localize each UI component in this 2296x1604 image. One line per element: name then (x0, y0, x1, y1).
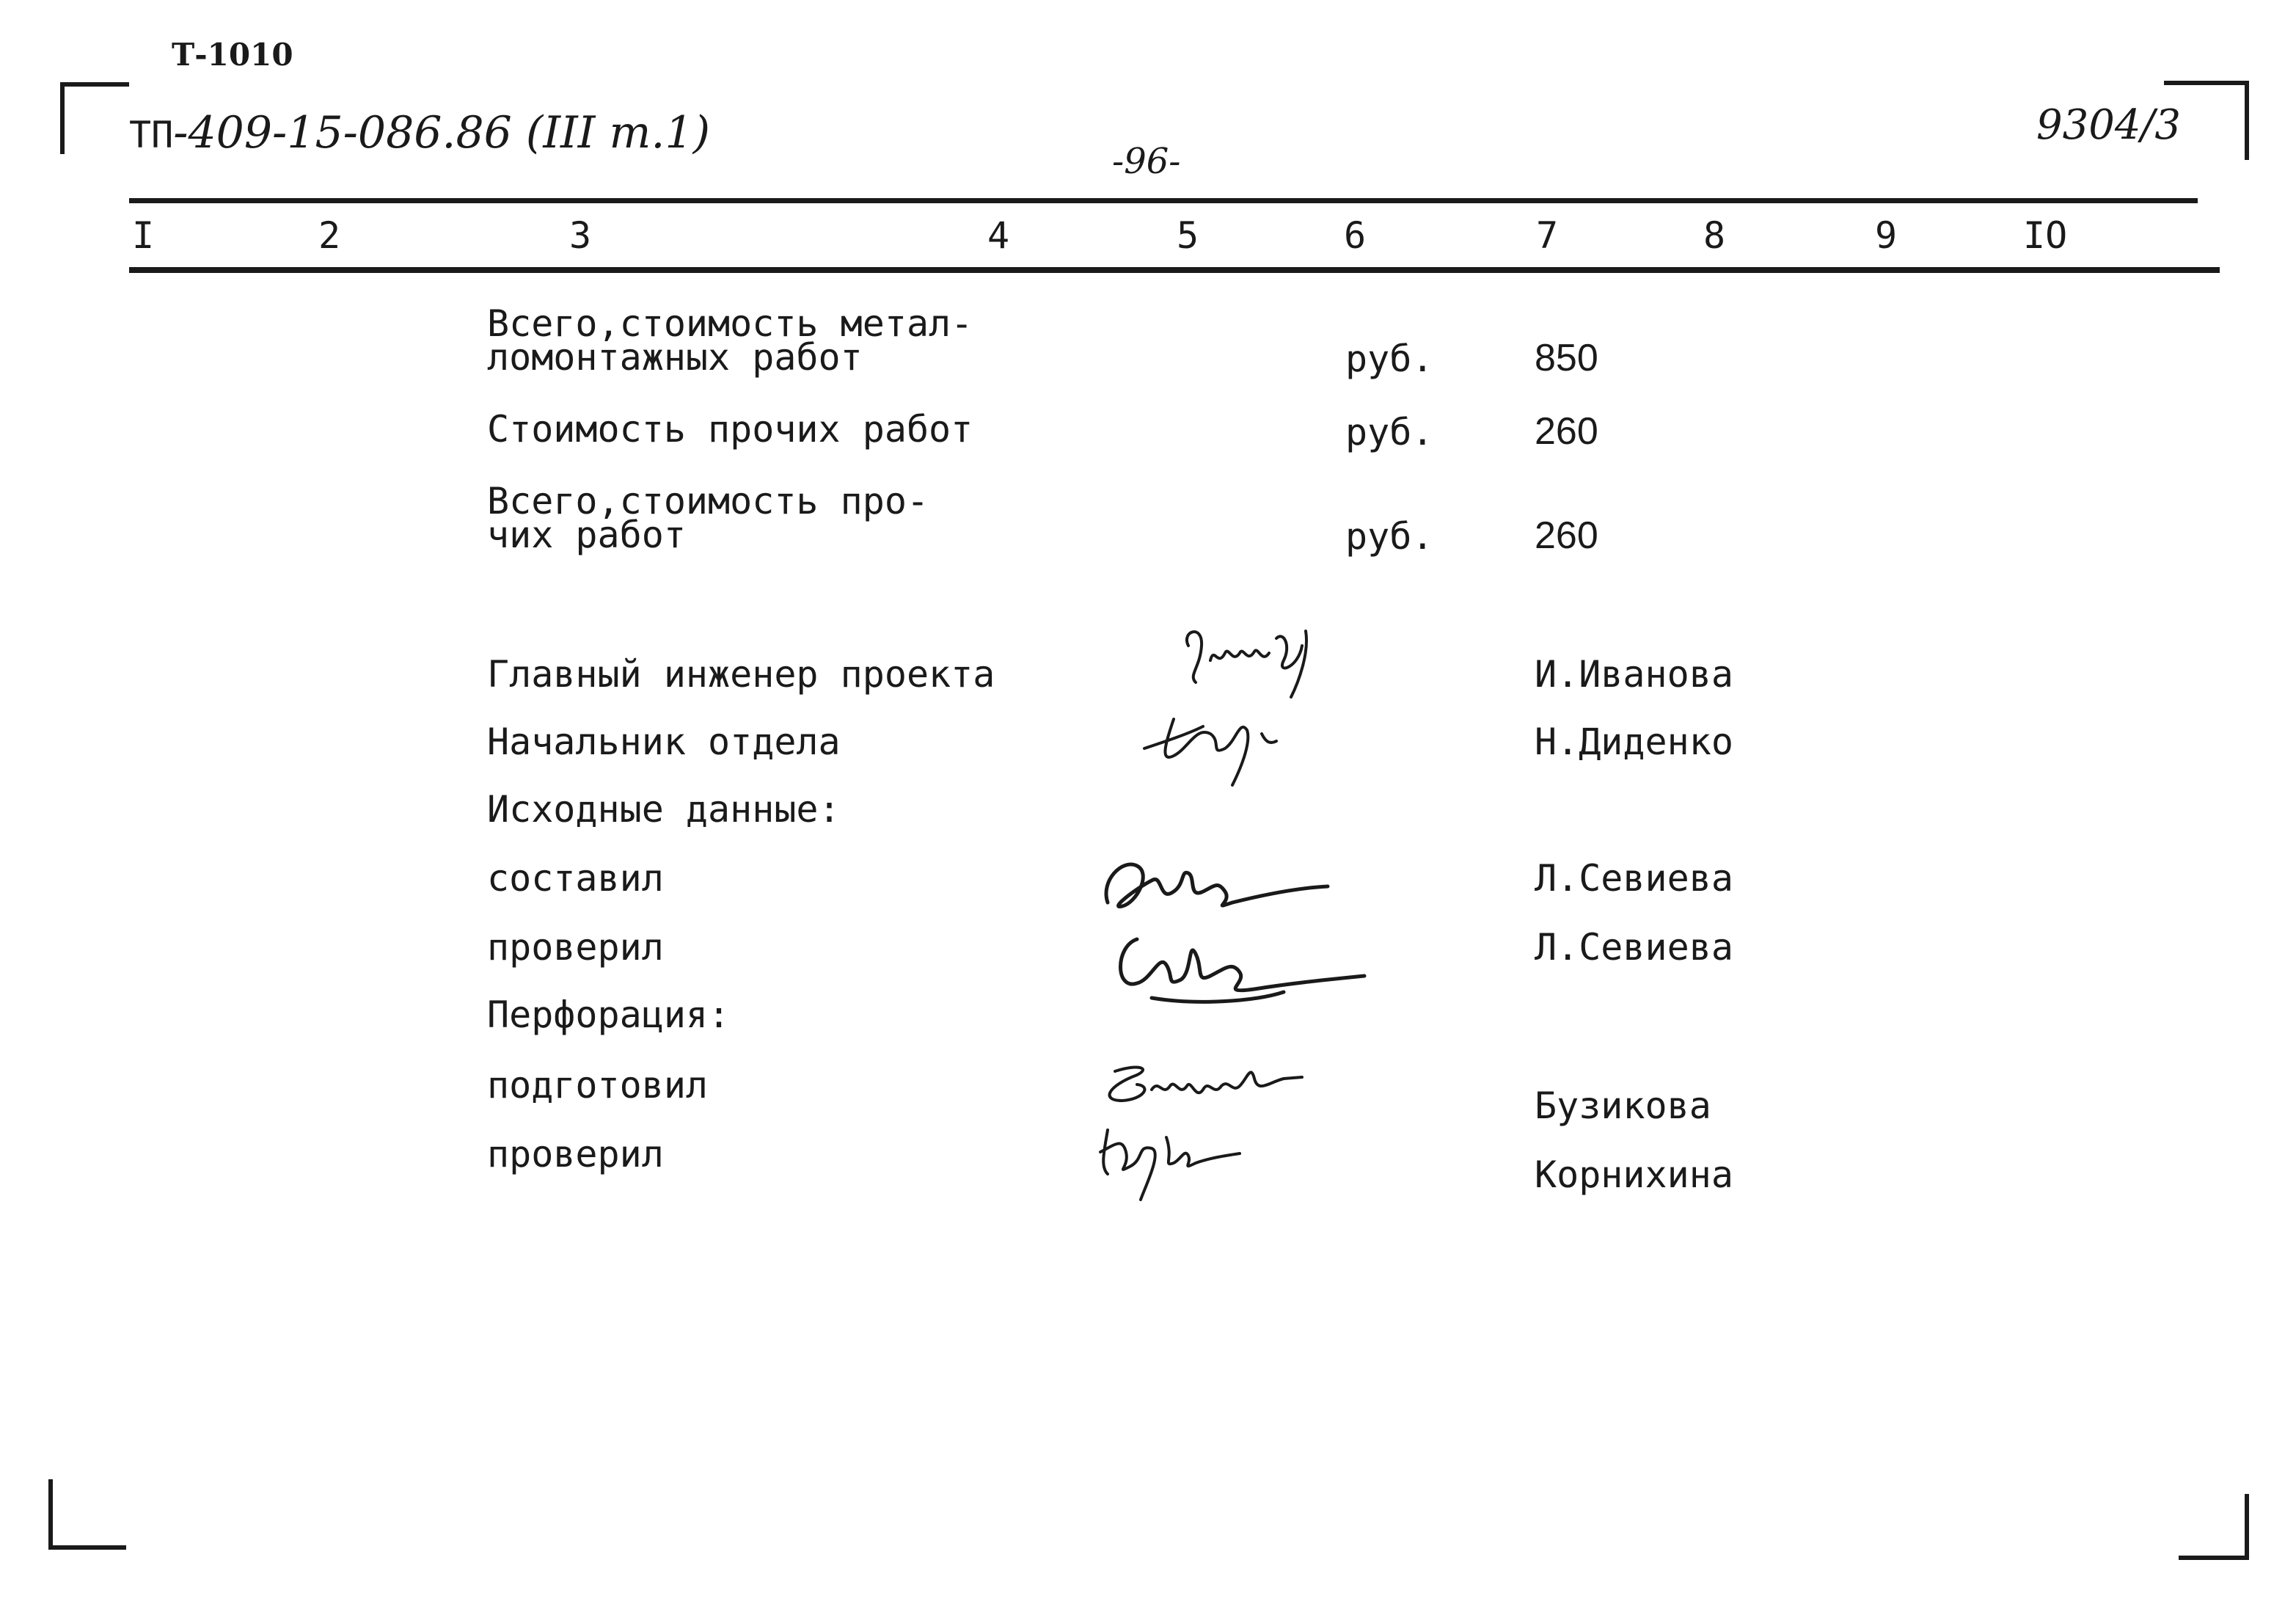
corner-bracket-bottom-left (48, 1479, 126, 1550)
column-number: 2 (318, 214, 341, 257)
column-number: IO (2023, 214, 2068, 257)
cost-row-value: 260 (1535, 514, 1598, 557)
signatory-role: подготовил (487, 1064, 709, 1107)
signature-compiler (1093, 851, 1335, 925)
cost-row-value: 260 (1535, 410, 1598, 453)
sheet-number: 9304/3 (2036, 101, 2182, 149)
signature-preparer (1093, 1057, 1313, 1115)
section-heading: Перфорация: (487, 994, 731, 1036)
cost-row-unit: руб. (1345, 515, 1434, 558)
column-number: 4 (987, 214, 1010, 257)
column-number: 8 (1703, 214, 1726, 257)
project-ref-handwritten: -409-15-086.86 (III т.1) (173, 107, 711, 158)
signatory-role: Начальник отдела (487, 721, 841, 763)
cost-row-unit: руб. (1345, 411, 1434, 453)
doc-code: Т-1010 (172, 37, 293, 73)
section-heading: Исходные данные: (487, 788, 841, 831)
signature-department-head (1137, 690, 1306, 792)
column-number: 6 (1344, 214, 1367, 257)
signatory-role: Главный инженер проекта (487, 653, 995, 696)
column-number: 7 (1536, 214, 1559, 257)
header-rule-top (129, 198, 2198, 203)
header-rule-bottom (129, 267, 2220, 273)
signatory-role: проверил (487, 926, 664, 969)
project-prefix: ТП (129, 114, 174, 156)
signatory-name: Л.Севиева (1535, 857, 1733, 900)
cost-row-value: 850 (1535, 337, 1598, 379)
signatory-role: проверил (487, 1133, 664, 1175)
project-reference (129, 107, 710, 158)
cost-row-description: Стоимость прочих работ (487, 408, 973, 451)
corner-bracket-bottom-right (2179, 1494, 2249, 1560)
signatory-name: И.Иванова (1535, 653, 1733, 696)
signatory-name: Бузикова (1535, 1084, 1711, 1127)
signatory-role: составил (487, 857, 664, 900)
signatory-name: Корнихина (1535, 1153, 1733, 1196)
cost-row-description: Всего,стоимость про- чих работ (487, 480, 929, 556)
signatory-name: Л.Севиева (1535, 926, 1733, 969)
signatory-name: Н.Диденко (1535, 721, 1733, 763)
signature-perforation-checker (1093, 1123, 1254, 1203)
cost-row-description: Всего,стоимость метал- ломонтажных работ (487, 302, 973, 379)
page-number: -96- (1112, 141, 1181, 182)
column-number: 3 (569, 214, 592, 257)
column-number: I (132, 214, 155, 257)
column-number: 9 (1875, 214, 1898, 257)
signature-checker (1108, 925, 1372, 1013)
column-number: 5 (1177, 214, 1199, 257)
cost-row-unit: руб. (1345, 338, 1434, 380)
corner-bracket-top-left (60, 82, 129, 154)
